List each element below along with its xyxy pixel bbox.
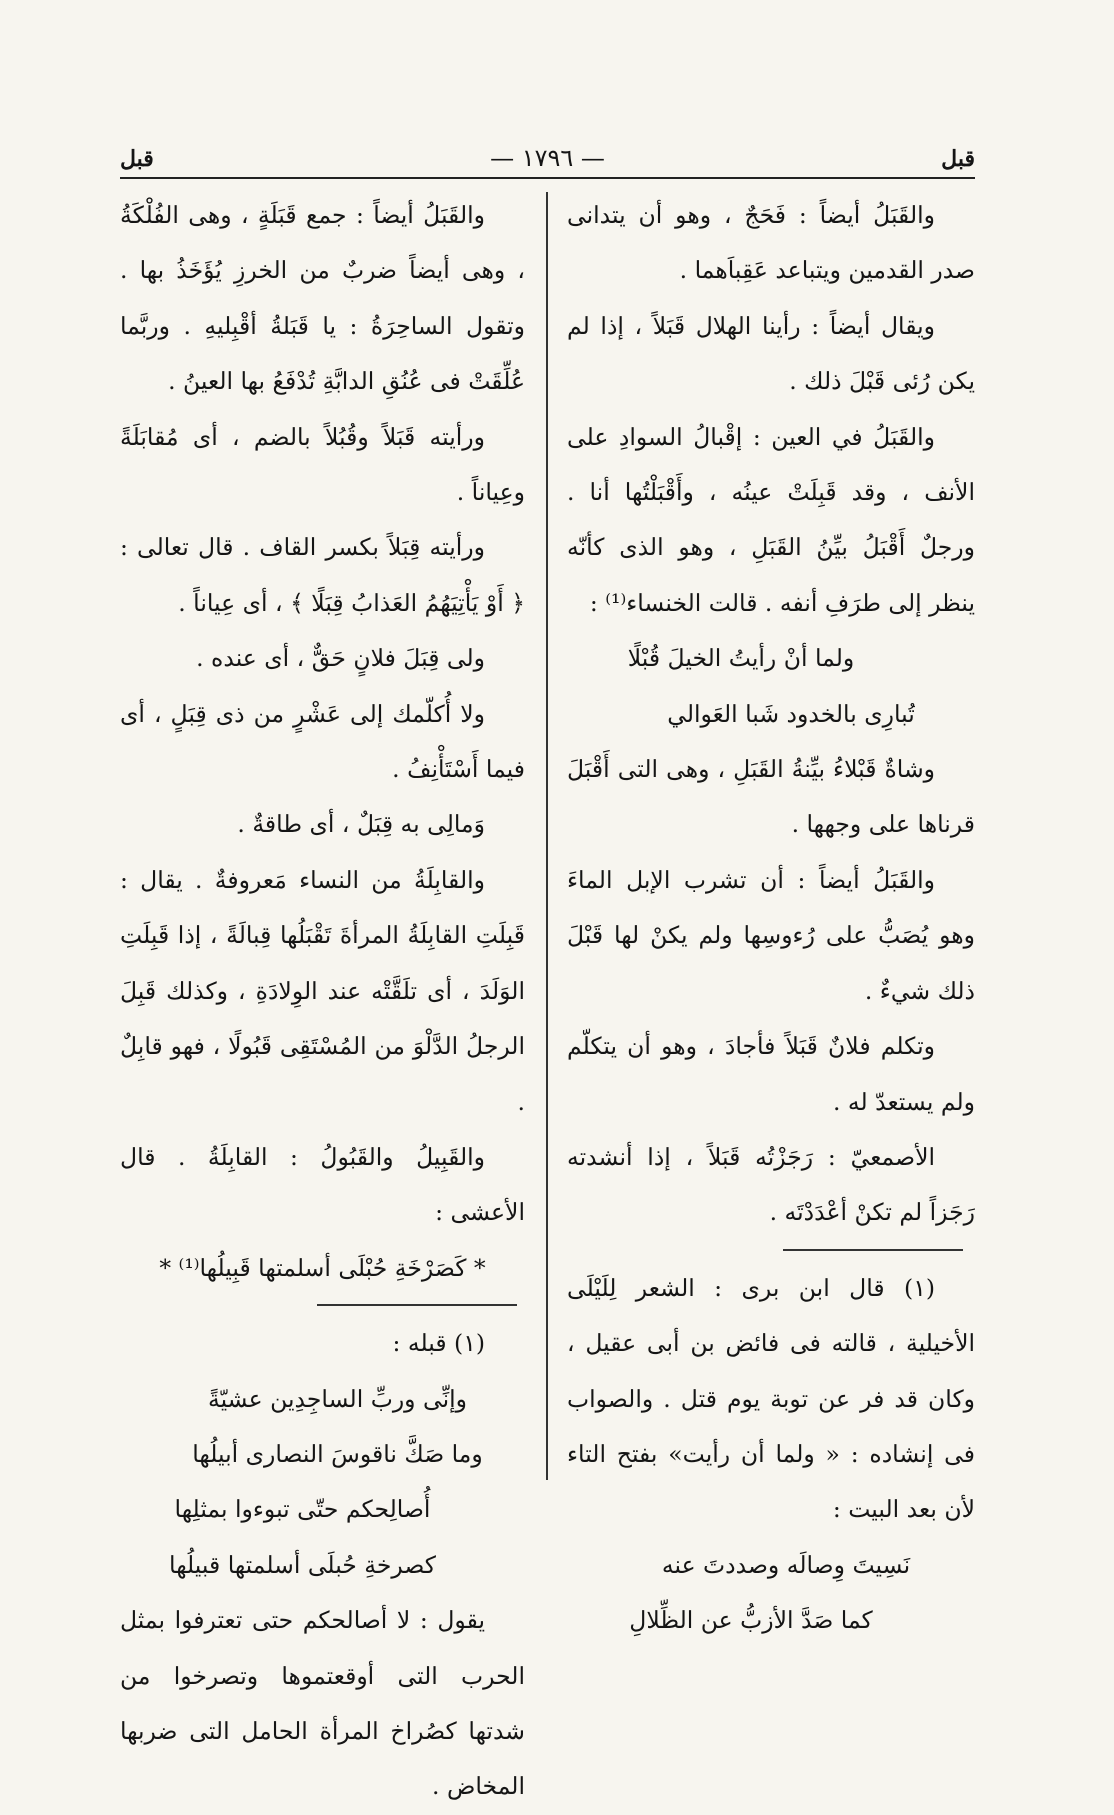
footnote-verse: أُصالِحكم حتّى تبوءوا بمثلِها: [174, 1495, 431, 1524]
entry-paragraph: والقَبَلُ أيضاً : جمع قَبَلَةٍ ، وهى الفُلْكَةُ ، وهى أيضاً ضربٌ من الخرزِ يُؤَخَذُ بها . وتقول الساحِرَةُ : يا قَبَلةُ أقْبِليهِ . وربَّما عُلِّقَتْ فى عُنُقِ الدابَّةِ تُدْفَعُ بها العينُ .: [120, 201, 525, 396]
entry-paragraph: ورأيته قَبَلاً وقُبُلاً بالضم ، أى مُقابَلَةً وعِياناً .: [120, 422, 525, 507]
poem-line: ولما أنْ رأيتُ الخيلَ قُبْلًا: [627, 644, 855, 673]
left-column: [120, 188, 525, 1815]
footnote-verse: كما صَدَّ الأزبُّ عن الظِّلالِ: [629, 1606, 873, 1635]
entry-paragraph: ولى قِبَلَ فلانٍ حَقٌّ ، أى عنده .: [196, 644, 485, 673]
quoted-verse: * كَصَرْخَةِ حُبْلَى أسلمتها قَبِيلُها⁽¹⁾ *: [159, 1253, 486, 1282]
entry-paragraph: والقَبَلُ في العين : إقْبالُ السوادِ على الأنف ، وقد قَبِلَتْ عينُه ، وأَقْبَلْتُها أنا . ورجلٌ أَقْبَلُ بيِّنُ القَبَلِ ، وهو الذى كأنّه ينظر إلى طرَفِ أنفه . قالت الخنساء⁽¹⁾ :: [567, 422, 975, 617]
entry-paragraph: والقابِلَةُ من النساء مَعروفةٌ . يقال : قَبِلَتِ القابِلَةُ المرأةَ تَقْبَلُها قِبالَةً ، إذا قَبِلَتِ الوَلَدَ ، أى تلَقَّتْه عند الوِلادَةِ ، وكذلك قَبِلَ الرجلُ الدَّلْوَ من المُسْتَقِى قَبُولًا ، فهو قابِلٌ .: [120, 865, 525, 1116]
footnote-verse: كصرخةِ حُبلَى أسلمتها قبيلُها: [169, 1550, 436, 1579]
header-keyword-left: قبل: [120, 146, 154, 172]
footnote-rule: [317, 1304, 517, 1306]
page-header: [120, 140, 975, 180]
footnote: [120, 1316, 525, 1815]
entry-paragraph: وتكلم فلانٌ قَبَلاً فأجادَ ، وهو أن يتكلّم ولم يستعدّ له .: [567, 1032, 975, 1116]
entry-paragraph: وَمالِى به قِبَلٌ ، أى طاقةٌ .: [237, 810, 485, 839]
footnote-text: (١) قال ابن برى : الشعر لِلَيْلَى الأخيلية ، قالته فى فائض بن أبى عقيل ، وكان قد فر عن توبة يوم قتل . والصواب فى إنشاده : « ولما أن رأيت» بفتح التاء لأن بعد البيت :: [567, 1273, 975, 1524]
entry-paragraph: والقَبَلُ أيضاً : أن تشرب الإبل الماءَ وهو يُصَبُّ على رُءوسِها ولم يكنْ لها قَبْلَ ذلك شيءٌ .: [567, 865, 975, 1005]
entry-paragraph: وشاةٌ قَبْلاءُ بيِّنةُ القَبَلِ ، وهى التى أَقْبَلَ قرناها على وجهها .: [567, 755, 975, 839]
footnote-verse: نَسِيتَ وِصالَه وصددتَ عنه: [661, 1550, 911, 1579]
column-divider: [546, 192, 548, 1480]
poem-line: تُبارِى بالخدود شَبا العَوالي: [667, 699, 915, 728]
entry-paragraph: والقَبَلُ أيضاً : فَحَجٌ ، وهو أن يتدانى صدر القدمين ويتباعد عَقِباَهما .: [567, 201, 975, 285]
header-rule: [120, 177, 975, 179]
footnote: [567, 1261, 975, 1649]
header-keyword-right: قبل: [941, 146, 975, 172]
footnote-rule: [783, 1249, 963, 1251]
footnote-text: يقول : لا أصالحكم حتى تعترفوا بمثل الحرب التى أوقعتموها وتصرخوا من شدتها كصُراخ المرأة الحامل التى ضربها المخاض .: [120, 1606, 525, 1801]
entry-paragraph: والقَبِيلُ والقَبُولُ : القابِلَةُ . قال الأعشى :: [120, 1142, 525, 1227]
right-column: [567, 188, 975, 1649]
footnote-intro: (١) قبله :: [392, 1329, 485, 1358]
entry-paragraph: ويقال أيضاً : رأينا الهلال قَبَلاً ، إذا لم يكن رُئى قَبْلَ ذلك .: [567, 311, 975, 396]
footnote-verse: وإنِّى وربِّ الساجِدِين عشيّةً: [207, 1384, 468, 1413]
entry-paragraph: ولا أُكلّمك إلى عَشْرٍ من ذى قِبَلٍ ، أى فيما أَسْتَأْنِفُ .: [120, 699, 525, 784]
entry-paragraph: الأصمعيّ : رَجَزْتُه قَبَلاً ، إذا أنشدته رَجَزاً لم تكنْ أعْدَدْتَه .: [567, 1142, 975, 1227]
page-number: — ١٧٩٦ —: [490, 144, 605, 172]
footnote-verse: وما صَكَّ ناقوسَ النصارى أبيلُها: [192, 1439, 483, 1468]
entry-paragraph: ورأيته قِبَلاً بكسر القاف . قال تعالى : ﴿ أَوْ يَأْتِيَهُمُ العَذابُ قِبَلًا ﴾ ، أى عِياناً .: [120, 533, 525, 617]
